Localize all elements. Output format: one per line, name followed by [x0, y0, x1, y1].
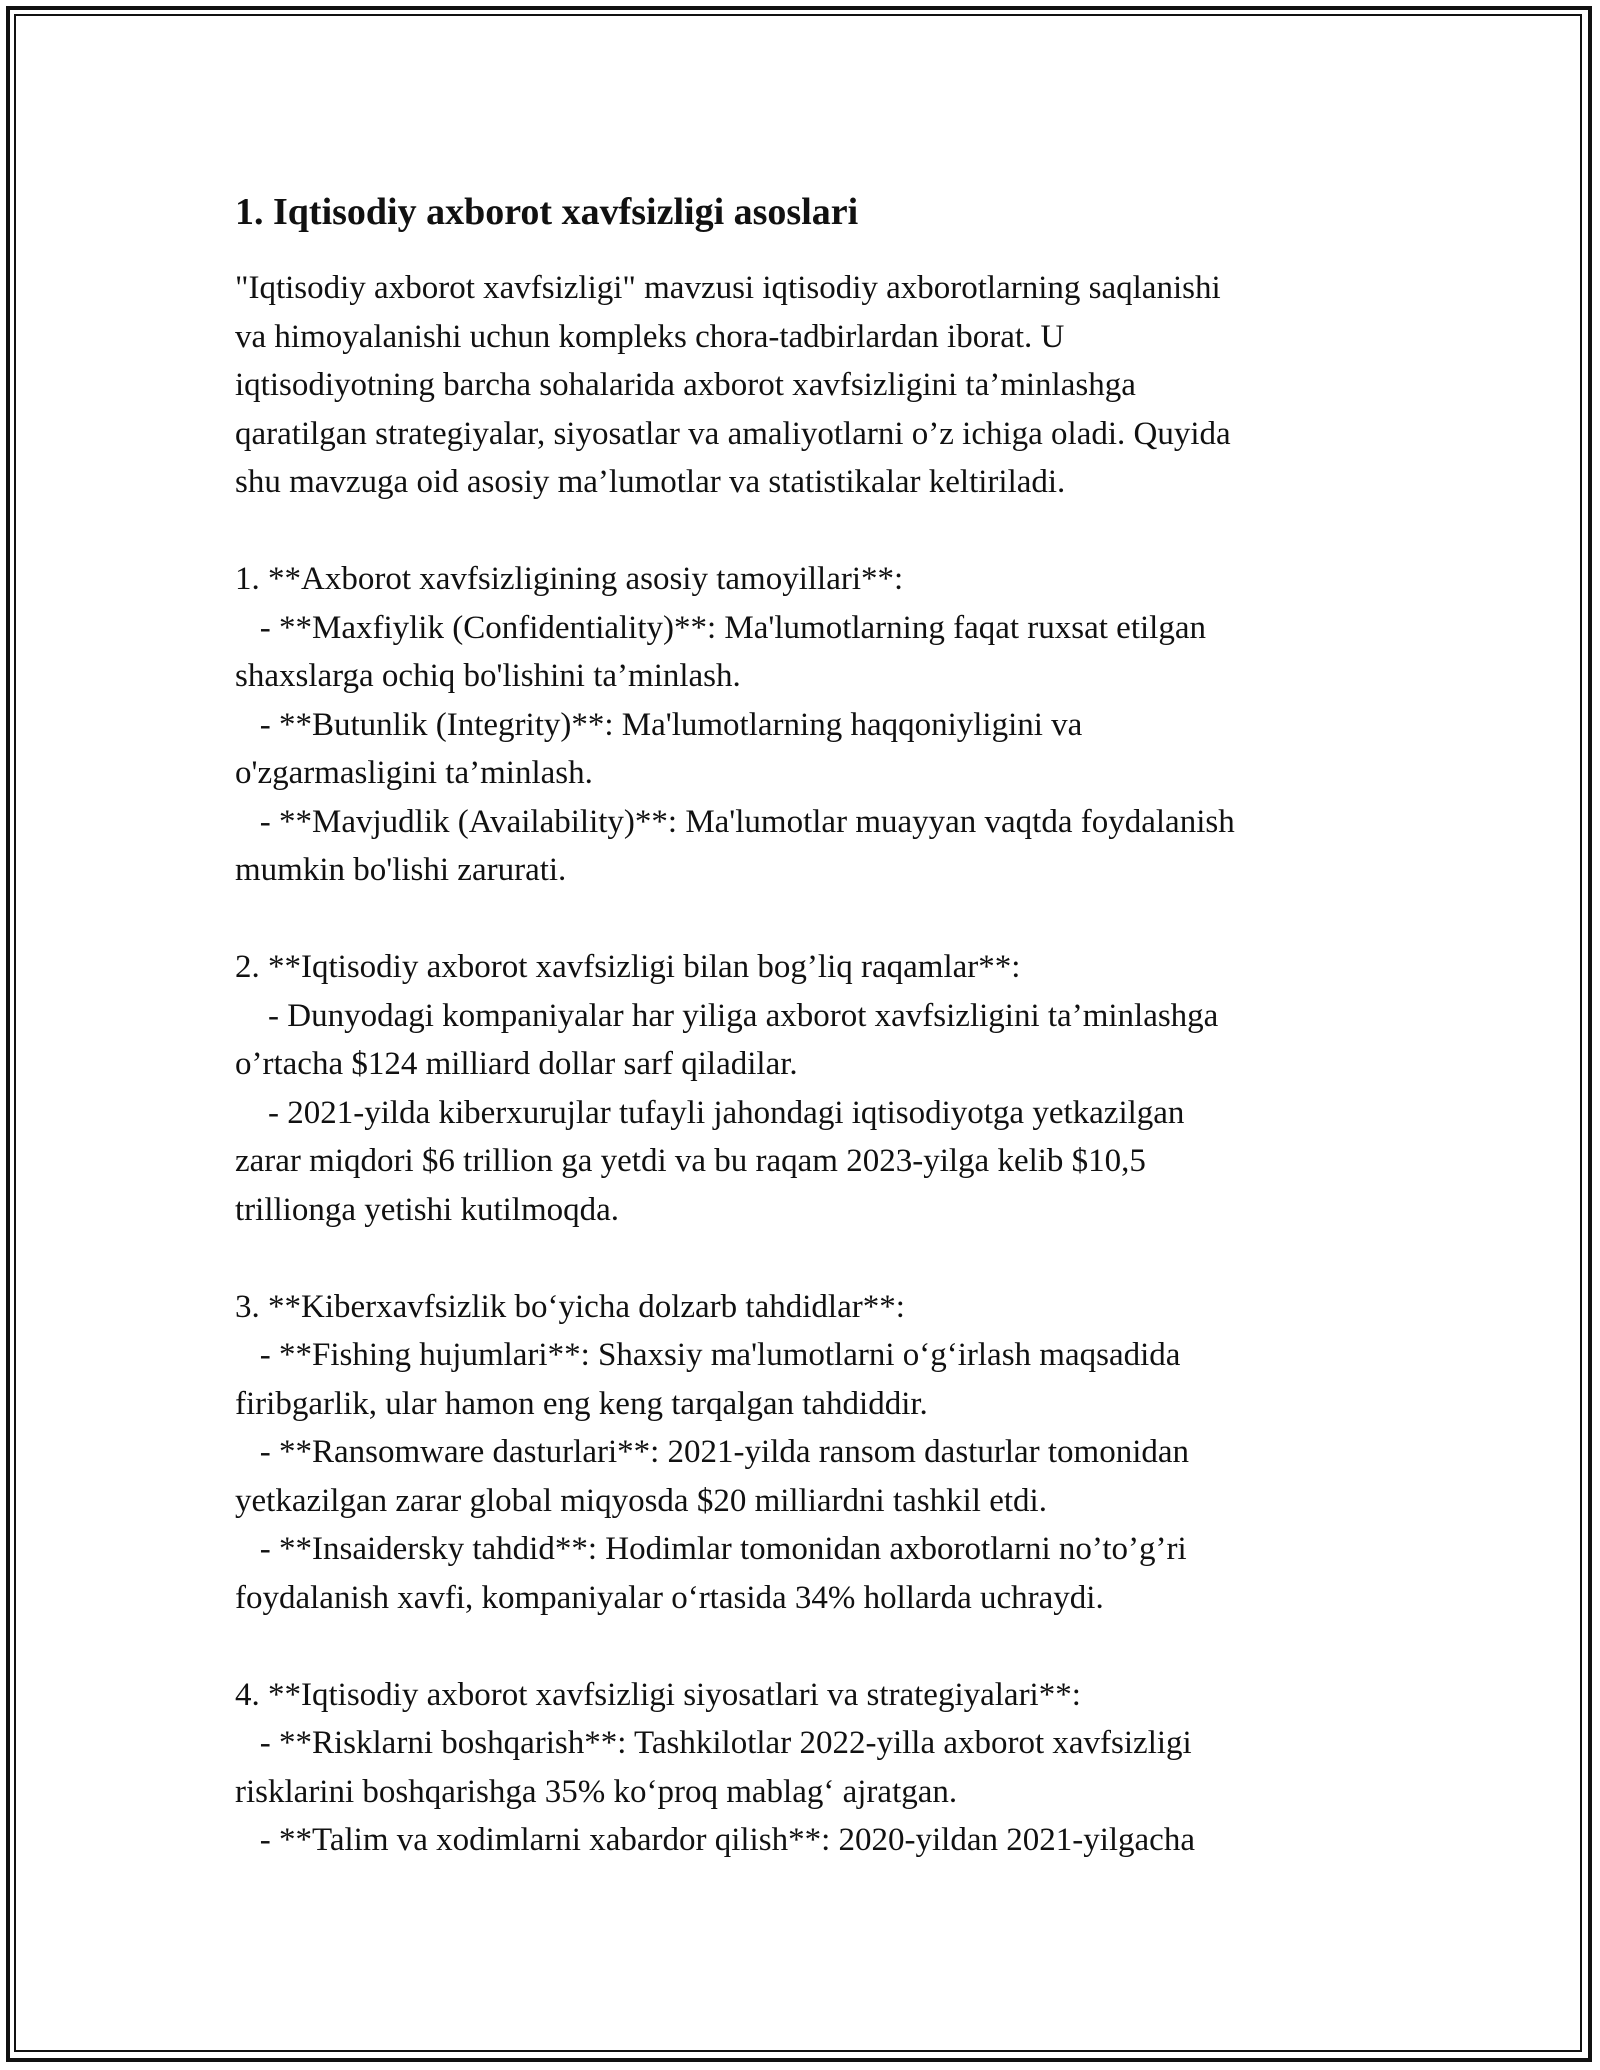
blank-line	[235, 507, 1385, 556]
section-policies: 4. **Iqtisodiy axborot xavfsizligi siyosatlari va strategiyalari**: - **Risklarni boshqarish**: Tashkilotlar 2022-yilla axborot xavfsizligi risklarini boshqarishga 35% ko‘proq mablag‘ ajratgan. - **Talim va xodimlarni xabardor qilish**: 2020-yildan 2021-yilgacha	[235, 1676, 1195, 1858]
document-title: 1. Iqtisodiy axborot xavfsizligi asoslari	[235, 191, 859, 233]
blank-line	[235, 1234, 1385, 1283]
document-body	[235, 188, 1385, 1865]
blank-line	[235, 1622, 1385, 1671]
intro-paragraph: "Iqtisodiy axborot xavfsizligi" mavzusi iqtisodiy axborotlarning saqlanishi va himoyalanishi uchun kompleks chora-tadbirlardan iborat. U iqtisodiyotning barcha sohalarida axborot xavfsizligini ta’minlashga qaratilgan strategiyalar, siyosatlar va amaliyotlarni o’z ichiga oladi. Quyida shu mavzuga oid asosiy ma’lumotlar va statistikalar keltiriladi.	[235, 270, 1231, 500]
section-figures: 2. **Iqtisodiy axborot xavfsizligi bilan bog’liq raqamlar**: - Dunyodagi kompaniyalar har yiliga axborot xavfsizligini ta’minlashga o’rtacha $124 milliard dollar sarf qiladilar. - 2021-yilda kiberxurujlar tufayli jahondagi iqtisodiyotga yetkazilgan zarar miqdori $6 trillion ga yetdi va bu raqam 2023-yilga kelib $10,5 trillionga yetishi kutilmoqda.	[235, 949, 1219, 1228]
section-threats: 3. **Kiberxavfsizlik bo‘yicha dolzarb tahdidlar**: - **Fishing hujumlari**: Shaxsiy ma'lumotlarni o‘g‘irlash maqsadida firibgarlik, ular hamon eng keng tarqalgan tahdiddir. - **Ransomware dasturlari**: 2021-yilda ransom dasturlar tomonidan yetkazilgan zarar global miqyosda $20 milliardni tashkil etdi. - **Insaidersky tahdid**: Hodimlar tomonidan axborotlarni no’to’g’ri foydalanish xavfi, kompaniyalar o‘rtasida 34% hollarda uchraydi.	[235, 1288, 1190, 1616]
blank-line	[235, 895, 1385, 944]
section-principles: 1. **Axborot xavfsizligining asosiy tamoyillari**: - **Maxfiylik (Confidentiality)**: Ma'lumotlarning faqat ruxsat etilgan shaxslarga ochiq bo'lishini ta’minlash. - **Butunlik (Integrity)**: Ma'lumotlarning haqqoniyligini va o'zgarmasligini ta’minlash. - **Mavjudlik (Availability)**: Ma'lumotlar muayyan vaqtda foydalanish mumkin bo'lishi zarurati.	[235, 561, 1235, 888]
